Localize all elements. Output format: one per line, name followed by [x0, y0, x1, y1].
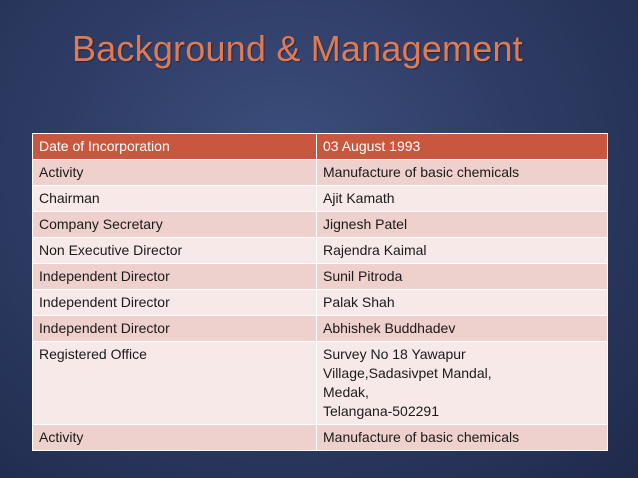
- row-value: Palak Shah: [317, 290, 608, 316]
- address-line: Village,Sadasivpet Mandal,: [323, 365, 492, 381]
- table-row: [33, 290, 608, 316]
- table-row: [33, 160, 608, 186]
- table-row: [33, 342, 608, 425]
- row-label: Activity: [33, 425, 317, 451]
- table-row: [33, 186, 608, 212]
- row-label: Activity: [33, 160, 317, 186]
- table-row: [33, 238, 608, 264]
- row-value: Ajit Kamath: [317, 186, 608, 212]
- row-label: Chairman: [33, 186, 317, 212]
- row-label: Registered Office: [33, 342, 317, 425]
- row-label: Independent Director: [33, 264, 317, 290]
- row-value: Abhishek Buddhadev: [317, 316, 608, 342]
- row-value: Sunil Pitroda: [317, 264, 608, 290]
- background-management-table: [32, 133, 608, 451]
- row-label: Company Secretary: [33, 212, 317, 238]
- row-value: Jignesh Patel: [317, 212, 608, 238]
- row-value-address: [317, 342, 608, 425]
- table-row: [33, 134, 608, 160]
- table-row: [33, 264, 608, 290]
- address-line: Survey No 18 Yawapur: [323, 346, 466, 362]
- row-value: Manufacture of basic chemicals: [317, 160, 608, 186]
- table-row: [33, 316, 608, 342]
- row-label: Independent Director: [33, 290, 317, 316]
- row-label: Non Executive Director: [33, 238, 317, 264]
- row-value: Manufacture of basic chemicals: [317, 425, 608, 451]
- slide-title: Background & Management: [72, 28, 523, 69]
- row-label: Date of Incorporation: [33, 134, 317, 160]
- row-label: Independent Director: [33, 316, 317, 342]
- row-value: Rajendra Kaimal: [317, 238, 608, 264]
- address-line: Medak,: [323, 384, 369, 400]
- table-row: [33, 212, 608, 238]
- address-line: Telangana-502291: [323, 403, 439, 419]
- table-row: [33, 425, 608, 451]
- row-value: 03 August 1993: [317, 134, 608, 160]
